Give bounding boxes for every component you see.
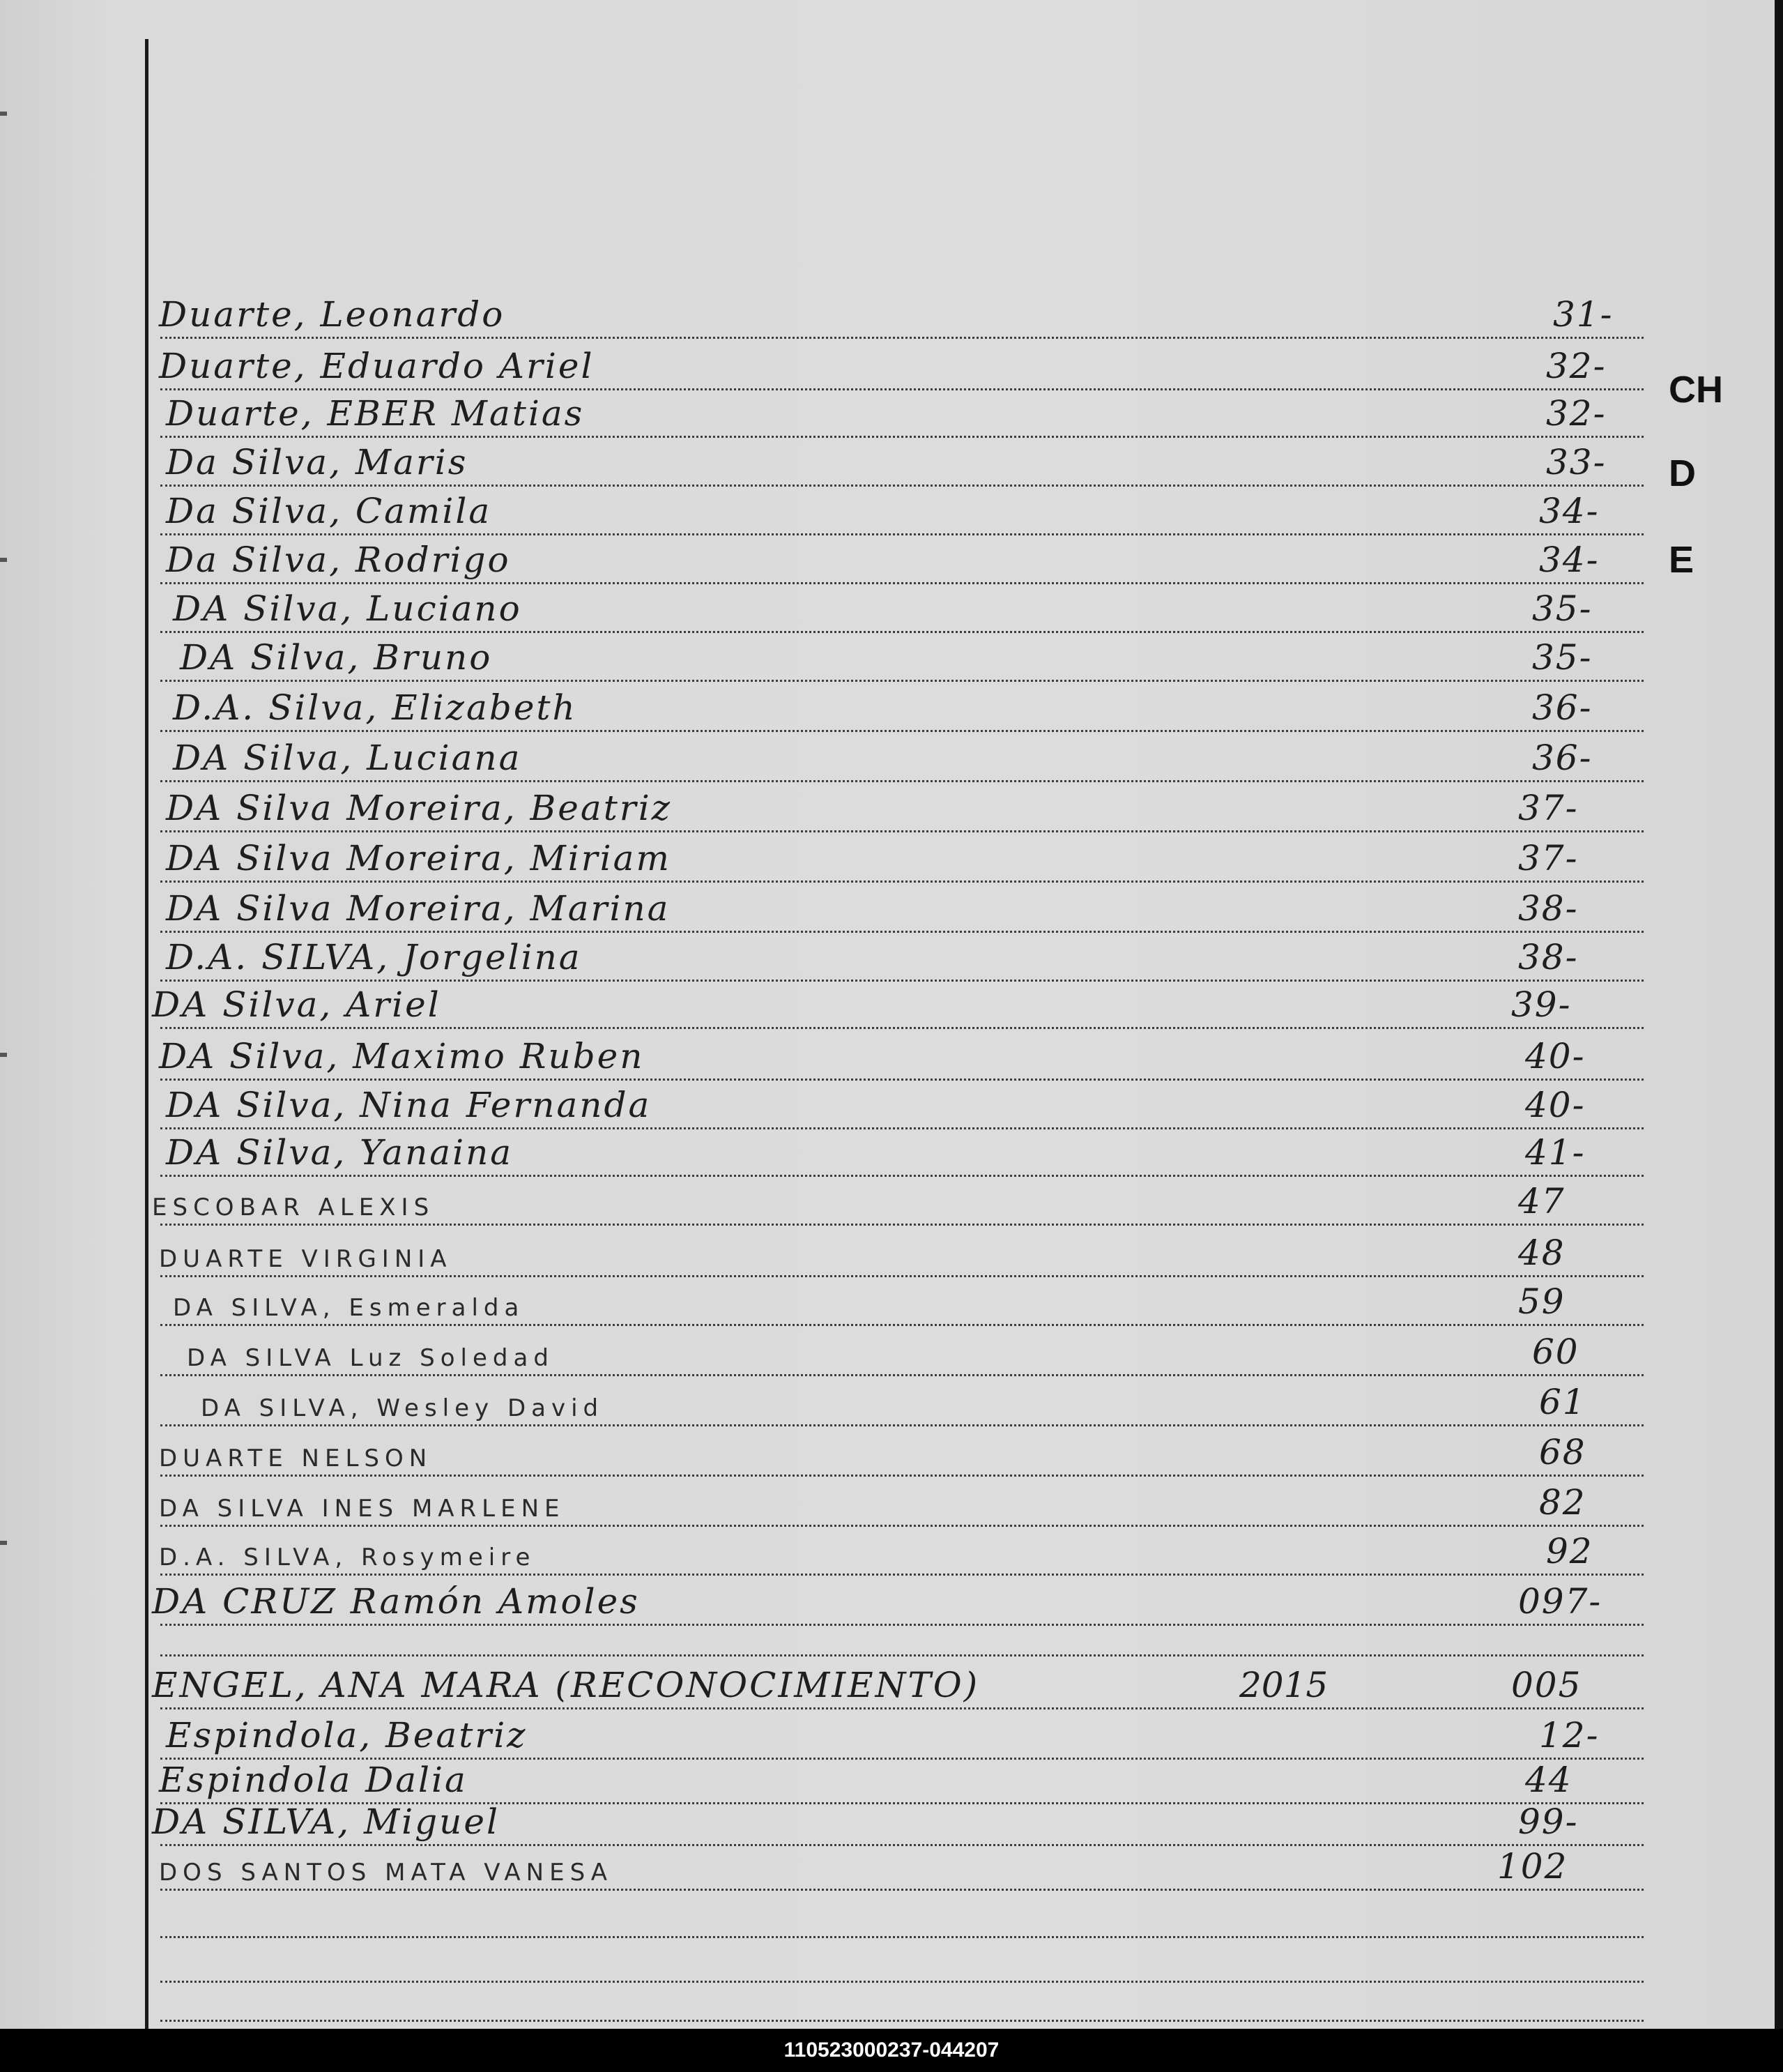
ledger-row bbox=[152, 1327, 1644, 1376]
entry-name: Duarte, EBER Matias bbox=[166, 393, 585, 434]
entry-number: 34- bbox=[1539, 540, 1600, 580]
ledger-row bbox=[152, 1081, 1644, 1129]
entry-number: 12- bbox=[1539, 1715, 1600, 1755]
entry-number: 36- bbox=[1532, 687, 1593, 728]
entry-name: DA CRUZ Ramón Amoles bbox=[152, 1581, 640, 1622]
footer-bar bbox=[0, 2029, 1783, 2072]
entry-name: DA SILVA, Esmeralda bbox=[173, 1294, 525, 1322]
ledger-row bbox=[152, 1661, 1644, 1709]
binder-mark bbox=[0, 1053, 7, 1057]
entry-number: 34- bbox=[1539, 491, 1600, 531]
entry-number: 36- bbox=[1532, 738, 1593, 778]
entry-number: 47 bbox=[1518, 1181, 1566, 1221]
entry-name: Da Silva, Maris bbox=[166, 442, 468, 482]
ledger-row bbox=[152, 342, 1644, 390]
entry-name: Da Silva, Camila bbox=[166, 491, 492, 531]
entry-number: 82 bbox=[1539, 1482, 1586, 1523]
entry-name: DA Silva, Bruno bbox=[180, 637, 493, 678]
entry-number: 99- bbox=[1518, 1801, 1579, 1842]
ledger-row bbox=[152, 633, 1644, 682]
entry-name: DA Silva Moreira, Beatriz bbox=[166, 788, 673, 828]
entry-name: DA Silva Moreira, Miriam bbox=[166, 838, 671, 878]
dotted-rule bbox=[160, 2020, 1644, 2022]
entry-number: 68 bbox=[1539, 1432, 1586, 1472]
entry-name: DA SILVA INES MARLENE bbox=[159, 1495, 565, 1523]
margin-rule bbox=[145, 39, 148, 2029]
dotted-rule bbox=[160, 1707, 1644, 1709]
dotted-rule bbox=[160, 780, 1644, 782]
ledger-row bbox=[152, 1378, 1644, 1426]
ledger-row bbox=[152, 1428, 1644, 1477]
entry-name: DA Silva Moreira, Marina bbox=[166, 888, 671, 929]
entry-name: DA SILVA Luz Soledad bbox=[187, 1344, 554, 1372]
entry-name: DA Silva, Maximo Ruben bbox=[159, 1036, 645, 1076]
ledger-row bbox=[152, 1527, 1644, 1576]
ledger-row bbox=[152, 1797, 1644, 1846]
ledger-row bbox=[152, 438, 1644, 487]
ledger-row bbox=[152, 1889, 1644, 1938]
dotted-rule bbox=[160, 1475, 1644, 1477]
entry-number: 37- bbox=[1518, 788, 1579, 828]
entry-name: DOS SANTOS MATA VANESA bbox=[159, 1859, 613, 1887]
ledger-row bbox=[152, 1711, 1644, 1760]
entry-number: 38- bbox=[1518, 888, 1579, 929]
ledger-row bbox=[152, 389, 1644, 438]
binder-mark bbox=[0, 112, 7, 116]
ledger-row bbox=[152, 784, 1644, 832]
dotted-rule bbox=[160, 730, 1644, 732]
ledger-row bbox=[152, 884, 1644, 933]
ledger-row bbox=[152, 487, 1644, 535]
ledger-row bbox=[152, 584, 1644, 633]
entry-name: Da Silva, Rodrigo bbox=[166, 540, 511, 580]
entry-number: 41- bbox=[1525, 1132, 1586, 1173]
entry-name: DA Silva, Luciana bbox=[173, 738, 522, 778]
entry-name: D.A. Silva, Elizabeth bbox=[173, 687, 577, 728]
dotted-rule bbox=[160, 1224, 1644, 1226]
ledger-row bbox=[152, 1228, 1644, 1277]
entry-name: Espindola Dalia bbox=[159, 1760, 468, 1800]
entry-number: 35- bbox=[1532, 588, 1593, 629]
entry-number: 59 bbox=[1518, 1281, 1566, 1322]
ledger-row bbox=[152, 933, 1644, 982]
entry-number: 31- bbox=[1553, 294, 1614, 335]
ledger-row bbox=[152, 1478, 1644, 1527]
entry-number: 61 bbox=[1539, 1382, 1586, 1422]
ledger-row bbox=[152, 1608, 1644, 1656]
entry-name: Espindola, Beatriz bbox=[166, 1715, 528, 1755]
binder-mark bbox=[0, 1541, 7, 1545]
ledger-row bbox=[152, 733, 1644, 782]
entry-number: 60 bbox=[1532, 1332, 1579, 1372]
dotted-rule bbox=[160, 1654, 1644, 1656]
dotted-rule bbox=[160, 1374, 1644, 1376]
page-edge bbox=[1775, 0, 1783, 2029]
ledger-row bbox=[152, 980, 1644, 1029]
ledger-row bbox=[152, 1277, 1644, 1326]
entry-name: DA SILVA, Miguel bbox=[152, 1801, 500, 1842]
entry-year: 2015 bbox=[1239, 1665, 1329, 1705]
document-code: 110523000237-044207 bbox=[783, 2039, 1000, 2062]
entry-number: 92 bbox=[1546, 1531, 1593, 1571]
ledger-row bbox=[152, 535, 1644, 584]
entry-number: 102 bbox=[1497, 1846, 1568, 1887]
dotted-rule bbox=[160, 337, 1644, 339]
entry-name: DA SILVA, Wesley David bbox=[201, 1394, 604, 1422]
entry-name: DA Silva, Nina Fernanda bbox=[166, 1085, 652, 1125]
entry-number: 37- bbox=[1518, 838, 1579, 878]
ledger-row bbox=[152, 290, 1644, 339]
entry-number: 097- bbox=[1518, 1581, 1602, 1622]
entry-name: DUARTE NELSON bbox=[159, 1445, 433, 1472]
entry-name: DA Silva, Yanaina bbox=[166, 1132, 514, 1173]
entry-number: 40- bbox=[1525, 1036, 1586, 1076]
entry-name: D.A. SILVA, Rosymeire bbox=[159, 1544, 536, 1571]
dotted-rule bbox=[160, 1574, 1644, 1576]
entry-name: DA Silva, Luciano bbox=[173, 588, 522, 629]
entry-number: 48 bbox=[1518, 1233, 1566, 1273]
dotted-rule bbox=[160, 1027, 1644, 1029]
ledger-row bbox=[152, 1128, 1644, 1177]
entry-name: Duarte, Leonardo bbox=[159, 294, 505, 335]
entry-number: 40- bbox=[1525, 1085, 1586, 1125]
binder-mark bbox=[0, 558, 7, 562]
entry-number: 44 bbox=[1525, 1760, 1572, 1800]
dotted-rule bbox=[160, 830, 1644, 832]
ledger-row bbox=[152, 1177, 1644, 1226]
entry-number: 39- bbox=[1511, 984, 1572, 1025]
dotted-rule bbox=[160, 881, 1644, 883]
dotted-rule bbox=[160, 1324, 1644, 1326]
entry-number: 33- bbox=[1546, 442, 1607, 482]
index-tab-e: E bbox=[1669, 539, 1694, 581]
ledger-row bbox=[152, 1842, 1644, 1891]
ledger-row bbox=[152, 1973, 1644, 2022]
entry-name: DUARTE VIRGINIA bbox=[159, 1245, 452, 1273]
entry-number: 32- bbox=[1546, 393, 1607, 434]
entry-number: 35- bbox=[1532, 637, 1593, 678]
dotted-rule bbox=[160, 1424, 1644, 1426]
ledger-row bbox=[152, 1032, 1644, 1081]
entry-number: 32- bbox=[1546, 346, 1607, 386]
index-tab-d: D bbox=[1669, 452, 1696, 494]
ledger-row bbox=[152, 834, 1644, 883]
dotted-rule bbox=[160, 680, 1644, 682]
entry-name: ENGEL, ANA MARA (RECONOCIMIENTO) bbox=[152, 1665, 980, 1705]
entry-name: D.A. SILVA, Jorgelina bbox=[166, 937, 582, 977]
entry-name: DA Silva, Ariel bbox=[152, 984, 441, 1025]
index-tab-ch: CH bbox=[1669, 369, 1723, 411]
entry-name: Duarte, Eduardo Ariel bbox=[159, 346, 595, 386]
entry-name: ESCOBAR ALEXIS bbox=[152, 1194, 435, 1221]
ledger-row bbox=[152, 683, 1644, 732]
entry-number: 38- bbox=[1518, 937, 1579, 977]
entry-number: 005 bbox=[1511, 1665, 1582, 1705]
